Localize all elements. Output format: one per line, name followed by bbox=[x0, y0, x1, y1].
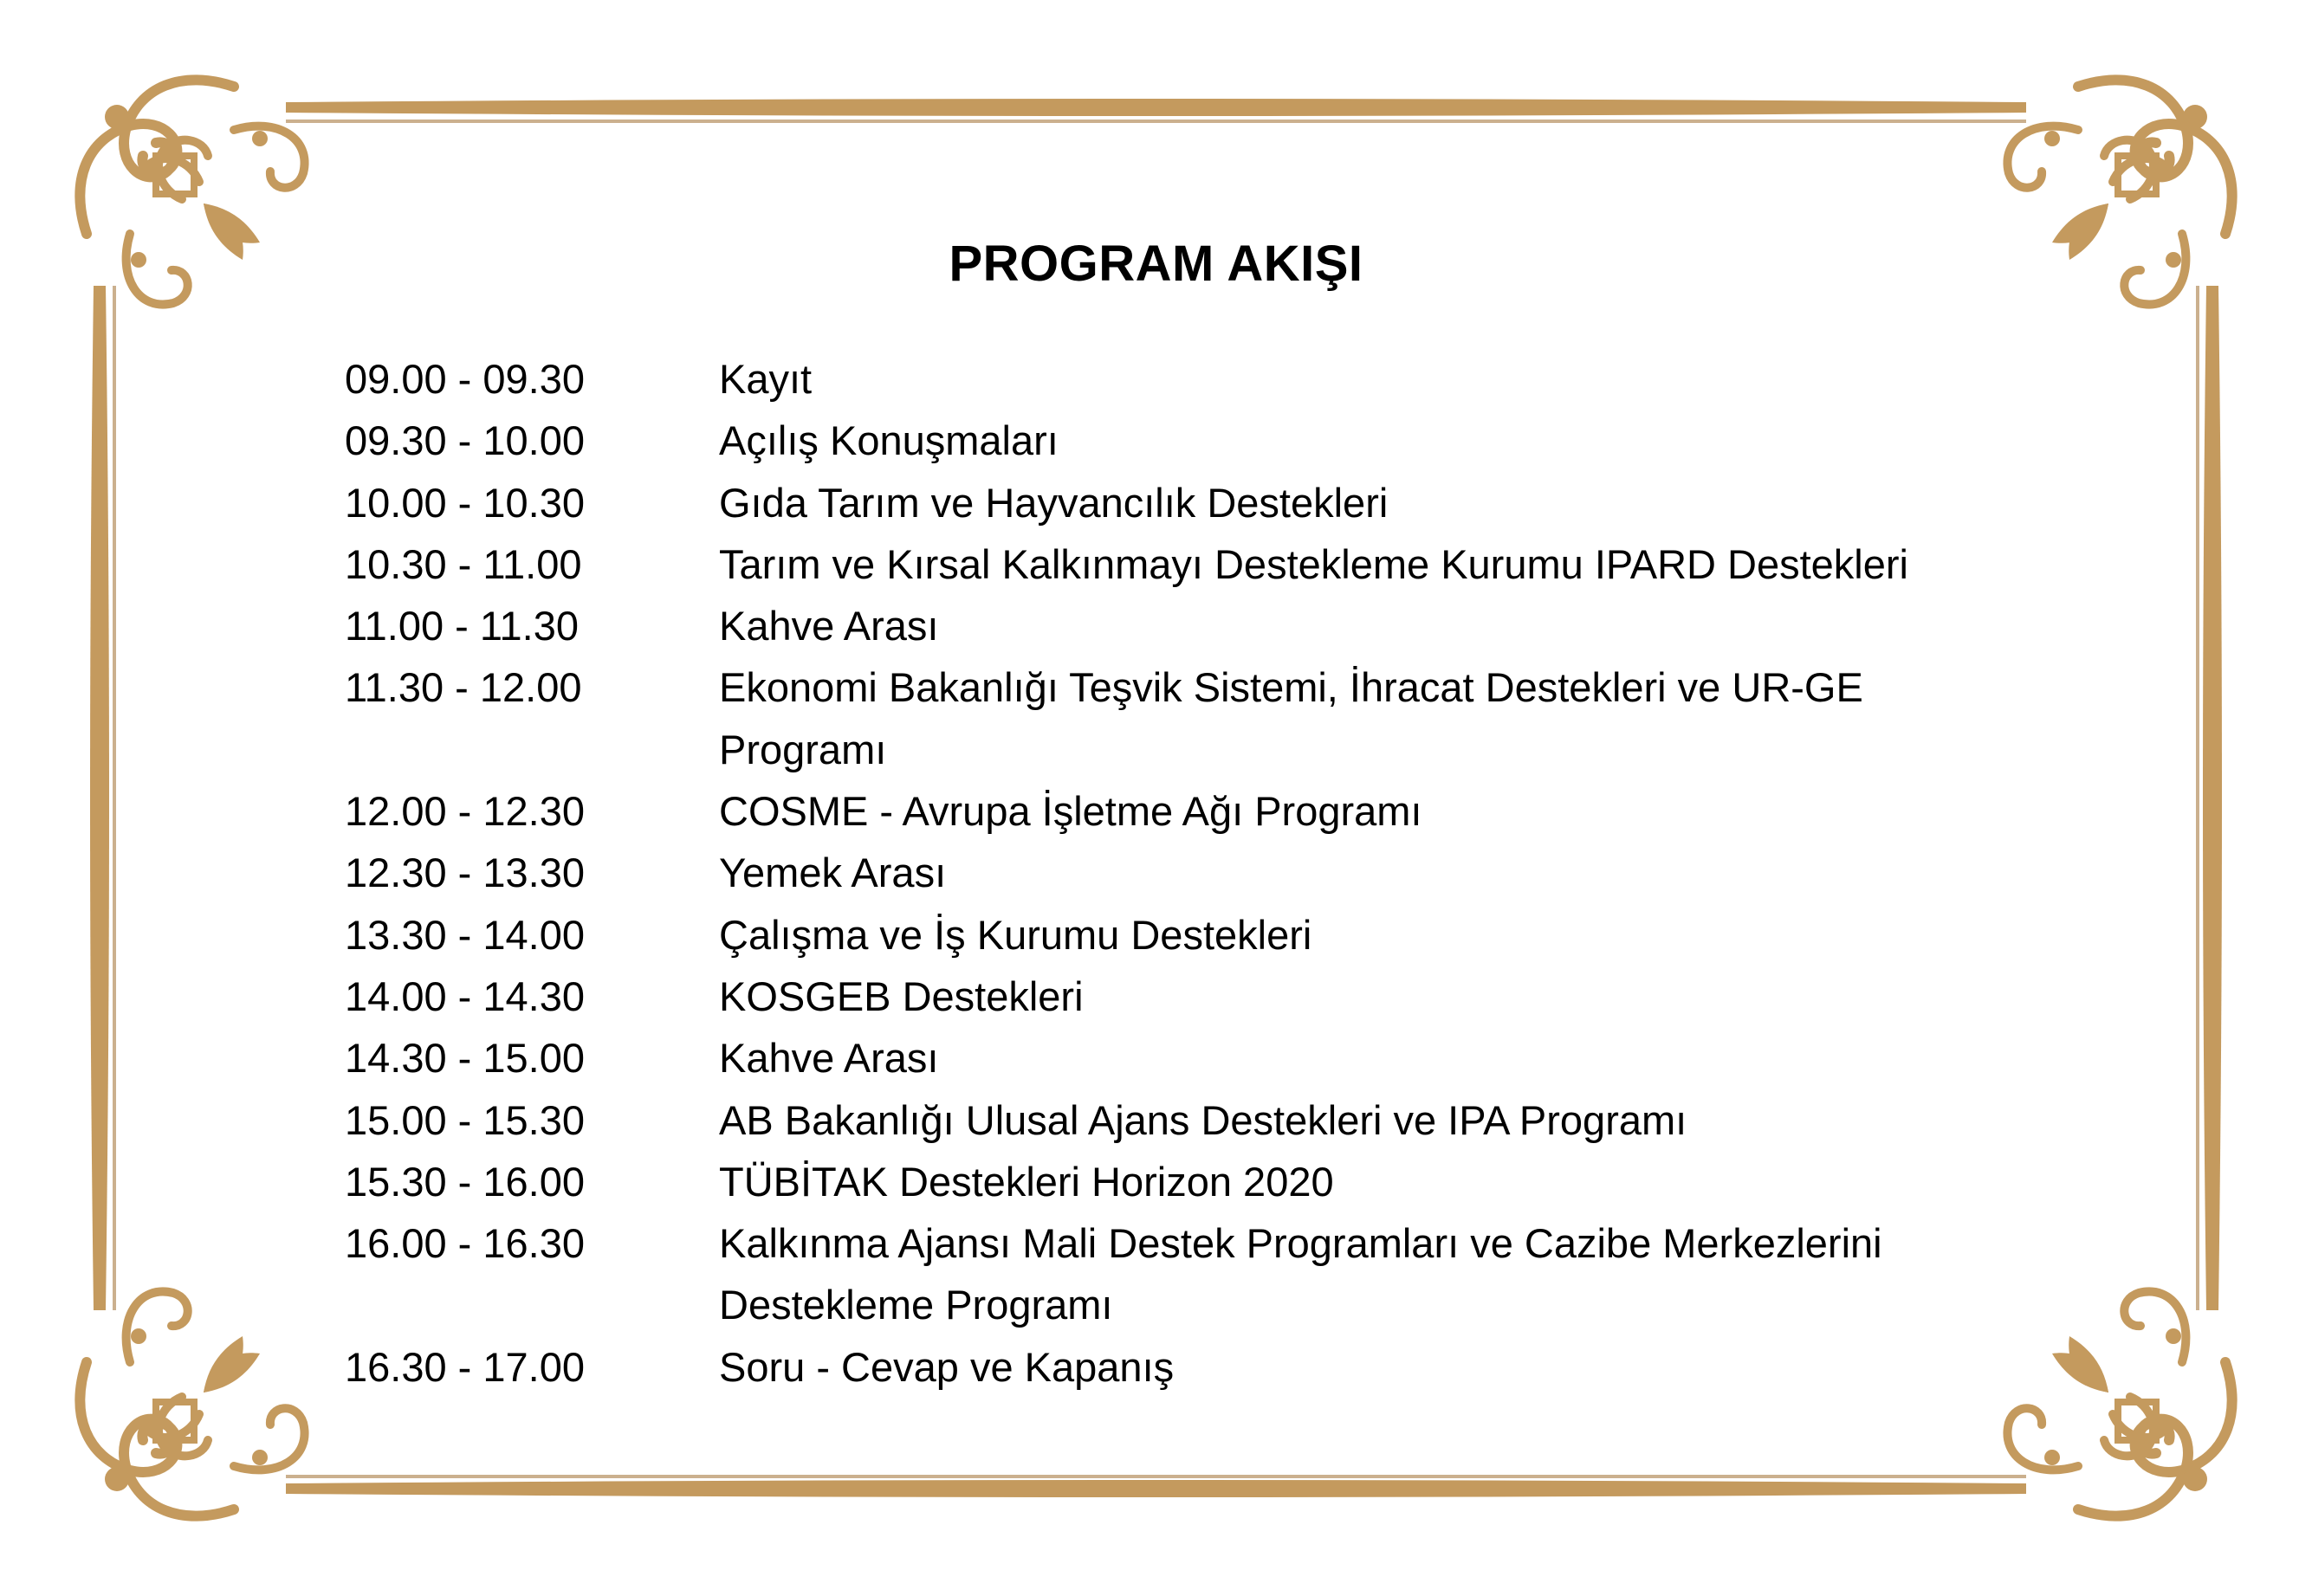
schedule-row bbox=[345, 966, 2008, 1027]
corner-ornament-bottom-right bbox=[2007, 1291, 2231, 1515]
schedule-time: 10.00 - 10.30 bbox=[345, 479, 585, 526]
schedule-row bbox=[345, 472, 2008, 533]
schedule-time: 14.00 - 14.30 bbox=[345, 972, 585, 1019]
schedule-description-line: Ekonomi Bakanlığı Teşvik Sistemi, İhracat Destekleri ve UR-GE bbox=[719, 664, 1863, 711]
schedule-description bbox=[719, 472, 2008, 533]
schedule-row bbox=[345, 1151, 2008, 1212]
schedule-description bbox=[719, 1027, 2008, 1089]
schedule-row bbox=[345, 1027, 2008, 1089]
schedule-description bbox=[719, 533, 2008, 595]
schedule-row bbox=[345, 1212, 2008, 1336]
schedule-row bbox=[345, 348, 2008, 410]
schedule-time: 09.30 - 10.00 bbox=[345, 417, 585, 464]
schedule-time: 16.00 - 16.30 bbox=[345, 1220, 585, 1267]
schedule-time: 09.00 - 09.30 bbox=[345, 356, 585, 402]
schedule-description bbox=[719, 656, 2008, 780]
schedule-description-line: TÜBİTAK Destekleri Horizon 2020 bbox=[719, 1158, 1334, 1205]
schedule-description-line: Gıda Tarım ve Hayvancılık Destekleri bbox=[719, 479, 1389, 526]
schedule-row bbox=[345, 780, 2008, 842]
schedule-description-line: Destekleme Programı bbox=[719, 1282, 1113, 1328]
schedule-description bbox=[719, 1336, 2008, 1398]
schedule-description-line: Tarım ve Kırsal Kalkınmayı Destekleme Kurumu IPARD Destekleri bbox=[719, 540, 1908, 587]
schedule-time: 16.30 - 17.00 bbox=[345, 1343, 585, 1390]
schedule-description-line: KOSGEB Destekleri bbox=[719, 972, 1084, 1019]
schedule-time: 15.30 - 16.00 bbox=[345, 1158, 585, 1205]
schedule-description bbox=[719, 1151, 2008, 1212]
schedule-description bbox=[719, 410, 2008, 471]
schedule-time: 15.00 - 15.30 bbox=[345, 1096, 585, 1143]
schedule-row bbox=[345, 410, 2008, 471]
schedule-row bbox=[345, 656, 2008, 780]
schedule-list bbox=[345, 348, 2008, 1398]
corner-ornament-bottom-left bbox=[80, 1291, 304, 1515]
schedule-description-line: Kahve Arası bbox=[719, 1035, 939, 1082]
schedule-row bbox=[345, 1089, 2008, 1151]
schedule-description bbox=[719, 595, 2008, 656]
schedule-description bbox=[719, 904, 2008, 966]
schedule-time: 12.30 - 13.30 bbox=[345, 850, 585, 896]
schedule-description bbox=[719, 348, 2008, 410]
schedule-description-line: Çalışma ve İş Kurumu Destekleri bbox=[719, 911, 1312, 958]
schedule-description bbox=[719, 966, 2008, 1027]
schedule-time: 11.00 - 11.30 bbox=[345, 603, 580, 649]
schedule-row bbox=[345, 842, 2008, 903]
schedule-description-line: Programı bbox=[719, 726, 887, 772]
schedule-description-line: Yemek Arası bbox=[719, 850, 947, 896]
schedule-description-line: AB Bakanlığı Ulusal Ajans Destekleri ve IPA Programı bbox=[719, 1096, 1687, 1143]
schedule-description bbox=[719, 1212, 2008, 1336]
schedule-description bbox=[719, 1089, 2008, 1151]
schedule-description-line: Açılış Konuşmaları bbox=[719, 417, 1059, 464]
schedule-time: 13.30 - 14.00 bbox=[345, 911, 585, 958]
schedule-time: 10.30 - 11.00 bbox=[345, 540, 582, 587]
schedule-description-line: Kahve Arası bbox=[719, 603, 939, 649]
schedule-row bbox=[345, 904, 2008, 966]
schedule-description-line: Soru - Cevap ve Kapanış bbox=[719, 1343, 1175, 1390]
schedule-time: 12.00 - 12.30 bbox=[345, 788, 585, 835]
schedule-time: 14.30 - 15.00 bbox=[345, 1035, 585, 1082]
schedule-row bbox=[345, 533, 2008, 595]
page-title: PROGRAM AKIŞI bbox=[949, 236, 1363, 292]
schedule-description-line: COSME - Avrupa İşletme Ağı Programı bbox=[719, 788, 1422, 835]
schedule-row bbox=[345, 595, 2008, 656]
schedule-description bbox=[719, 842, 2008, 903]
schedule-row bbox=[345, 1336, 2008, 1398]
schedule-description-line: Kalkınma Ajansı Mali Destek Programları ve Cazibe Merkezlerini bbox=[719, 1220, 1882, 1267]
schedule-description-line: Kayıt bbox=[719, 356, 813, 402]
schedule-time: 11.30 - 12.00 bbox=[345, 664, 582, 711]
schedule-description bbox=[719, 780, 2008, 842]
